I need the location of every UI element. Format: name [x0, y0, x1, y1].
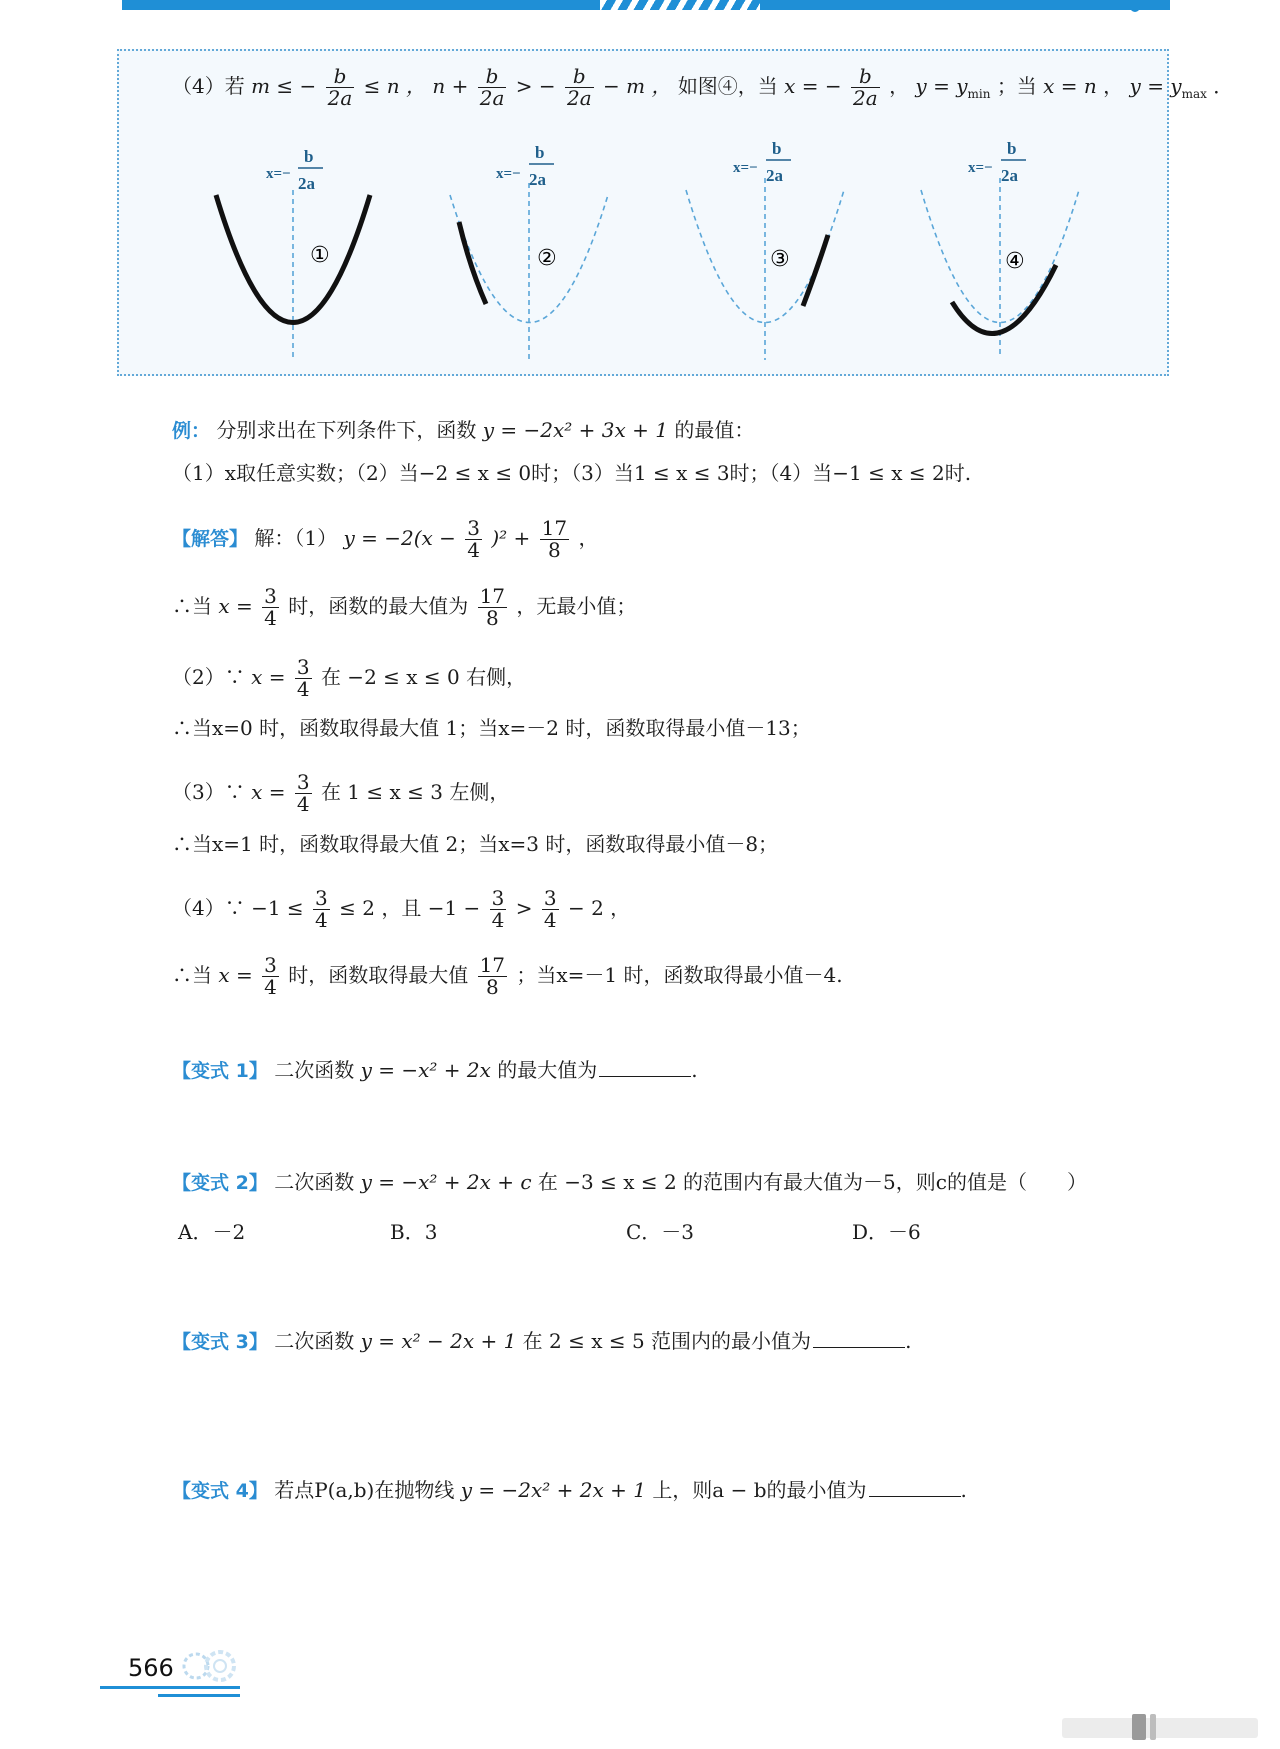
variant-1-label: 【变式 1】: [172, 1060, 268, 1082]
solution-text: 在 1 ≤ x ≤ 3 左侧，: [320, 780, 510, 804]
case-4-when: ；当: [996, 74, 1037, 98]
case-4-expr-e: − m ，: [603, 74, 672, 98]
example-function: y = −2x² + 3x + 1: [482, 418, 668, 442]
solution-text: 在 −2 ≤ x ≤ 0 右侧，: [320, 665, 527, 689]
colon: ：: [191, 420, 211, 442]
solution-text: ；当x=－1 时，函数取得最小值－4.: [516, 963, 843, 987]
x-equals: x =: [251, 665, 286, 689]
case-4-expr-a: m ≤ −: [251, 74, 317, 98]
solution-text: （2）∵: [172, 665, 245, 689]
variant-text: 若点P(a,b)在抛物线: [274, 1478, 455, 1502]
period: ．: [1213, 74, 1234, 98]
variant-1: [172, 1058, 698, 1081]
solution-text: − 2 ，: [567, 896, 631, 920]
case-4-prefix: （4）若: [172, 74, 245, 98]
variant-text: 二次函数: [274, 1058, 355, 1082]
variant-text: 二次函数: [274, 1170, 355, 1194]
fraction-b-2a: $\frac{b}{2a}$: [479, 64, 505, 110]
x-equals-n: x = n: [1043, 74, 1097, 98]
axis-den: 2a: [1001, 166, 1018, 185]
fraction-b-2a: $\frac{b}{2a}$: [567, 64, 592, 110]
solution-line-7: [172, 888, 630, 931]
variant-text: 在 2 ≤ x ≤ 5 范围内的最小值为: [522, 1329, 812, 1353]
variant-text: 上，则a − b的最小值为: [652, 1478, 867, 1502]
axis-num: b: [772, 139, 782, 158]
case-4-expr-c: n +: [432, 74, 469, 98]
comma: ，: [889, 74, 910, 98]
greater-than: >: [515, 896, 533, 920]
fraction-3-4: $\frac{3}{4}$: [264, 953, 277, 999]
solution-line-1: [172, 518, 598, 561]
y-min-expr: y = y: [915, 74, 968, 98]
variant-3: [172, 1329, 911, 1352]
axis-label: x=−: [496, 166, 521, 182]
case-4-expr-d: > −: [515, 74, 556, 98]
example-line: [172, 420, 754, 441]
variant-function: y = x² − 2x + 1: [360, 1329, 517, 1353]
axis-label: x=−: [968, 160, 993, 176]
subscript-min: min: [967, 87, 991, 101]
vertex-form: y = −2(x −: [343, 526, 456, 550]
vertex-form-b: )² +: [491, 526, 531, 550]
variant-text: 在 −3 ≤ x ≤ 2 的范围内有最大值为－5，则c的值是（ ）: [537, 1170, 1087, 1194]
marker-4: ④: [1005, 249, 1025, 274]
watermark-logo: [1062, 1712, 1258, 1742]
page-number: 566: [128, 1654, 174, 1682]
solution-line-2: [172, 586, 636, 629]
y-max-expr: y = y: [1129, 74, 1182, 98]
comma: ，: [578, 526, 599, 550]
variant-4-label: 【变式 4】: [172, 1480, 268, 1502]
footer-line: [158, 1694, 240, 1697]
period: .: [960, 1478, 967, 1502]
variant-4: [172, 1478, 967, 1501]
solution-text: 解：（1）: [254, 526, 338, 550]
solution-text: ∴当: [172, 963, 212, 987]
variant-2-label: 【变式 2】: [172, 1172, 268, 1194]
variant-3-label: 【变式 3】: [172, 1331, 268, 1353]
axis-num: b: [304, 147, 314, 166]
footer-line: [100, 1686, 240, 1689]
solution-line-4: ∴当x=0 时，函数取得最大值 1；当x=－2 时，函数取得最小值－13；: [172, 716, 811, 740]
gear-icon: [178, 1648, 240, 1682]
fraction-b-2a: $\frac{b}{2a}$: [853, 64, 878, 110]
header-stripes: [600, 0, 760, 10]
x-equals: x =: [218, 594, 253, 618]
header-cap: [1130, 0, 1140, 12]
fraction-3-4: $\frac{3}{4}$: [543, 886, 557, 932]
case-4-expr-g: x = −: [784, 74, 842, 98]
option-b[interactable]: B．3: [390, 1220, 438, 1244]
case-4-expr-b: ≤ n ，: [363, 74, 427, 98]
comma: ，: [1103, 74, 1124, 98]
case-4-condition: [172, 66, 1233, 109]
marker-3: ③: [770, 247, 790, 272]
solution-line-5: [172, 772, 509, 815]
answer-blank[interactable]: [869, 1478, 961, 1497]
solution-line-8: [172, 955, 843, 998]
variant-text: 的最大值为: [497, 1058, 598, 1082]
solution-text: ∴当: [172, 594, 212, 618]
axis-den: 2a: [766, 166, 783, 185]
example-text-end: 的最值：: [674, 418, 755, 442]
variant-text: 二次函数: [274, 1329, 355, 1353]
solution-text: 时，函数取得最大值: [288, 963, 469, 987]
period: .: [905, 1329, 912, 1353]
axis-label: x=−: [733, 160, 758, 176]
solution-line-6: ∴当x=1 时，函数取得最大值 2；当x=3 时，函数取得最小值－8；: [172, 832, 779, 856]
case-4-text: 如图④，当: [677, 74, 778, 98]
fraction-17-8: $\frac{17}{8}$: [541, 516, 568, 562]
answer-blank[interactable]: [813, 1329, 905, 1348]
subscript-max: max: [1181, 87, 1207, 101]
solution-label: 【解答】: [172, 528, 249, 550]
solution-text: （3）∵: [172, 780, 245, 804]
example-conditions: （1）x取任意实数；（2）当−2 ≤ x ≤ 0时；（3）当1 ≤ x ≤ 3时；（4）当−1 ≤ x ≤ 2时.: [172, 461, 972, 485]
fraction-3-4: $\frac{3}{4}$: [467, 516, 481, 562]
fraction-3-4: $\frac{3}{4}$: [296, 770, 310, 816]
variant-function: y = −2x² + 2x + 1: [460, 1478, 646, 1502]
fraction-3-4: $\frac{3}{4}$: [296, 655, 310, 701]
axis-label: x=−: [266, 166, 291, 182]
solution-text: ，无最小值；: [516, 594, 637, 618]
example-text: 分别求出在下列条件下，函数: [216, 418, 477, 442]
axis-den: 2a: [298, 174, 315, 193]
variant-function: y = −x² + 2x: [360, 1058, 491, 1082]
example-label: 例: [172, 420, 192, 442]
solution-text: 时，函数的最大值为: [288, 594, 469, 618]
option-a[interactable]: A．－2: [178, 1220, 246, 1244]
solution-text: （4）∵ −1 ≤: [172, 896, 304, 920]
period: .: [691, 1058, 698, 1082]
fraction-17-8: $\frac{17}{8}$: [479, 953, 506, 999]
answer-blank[interactable]: [599, 1058, 691, 1077]
fraction-3-4: $\frac{3}{4}$: [264, 584, 277, 630]
solution-line-3: [172, 657, 526, 700]
variant-function: y = −x² + 2x + c: [360, 1170, 532, 1194]
fraction-3-4: $\frac{3}{4}$: [491, 886, 505, 932]
fraction-3-4: $\frac{3}{4}$: [315, 886, 328, 932]
fraction-17-8: $\frac{17}{8}$: [479, 584, 506, 630]
option-d[interactable]: D．－6: [852, 1220, 921, 1244]
x-equals: x =: [218, 963, 253, 987]
axis-den: 2a: [529, 170, 546, 189]
option-c[interactable]: C．－3: [626, 1220, 695, 1244]
fraction-b-2a: $\frac{b}{2a}$: [327, 64, 353, 110]
axis-num: b: [535, 143, 545, 162]
variant-2: [172, 1172, 1087, 1193]
axis-num: b: [1007, 139, 1017, 158]
marker-1: ①: [310, 243, 330, 268]
x-equals: x =: [251, 780, 286, 804]
marker-2: ②: [537, 246, 557, 271]
solution-text: ≤ 2 ，且 −1 −: [339, 896, 481, 920]
